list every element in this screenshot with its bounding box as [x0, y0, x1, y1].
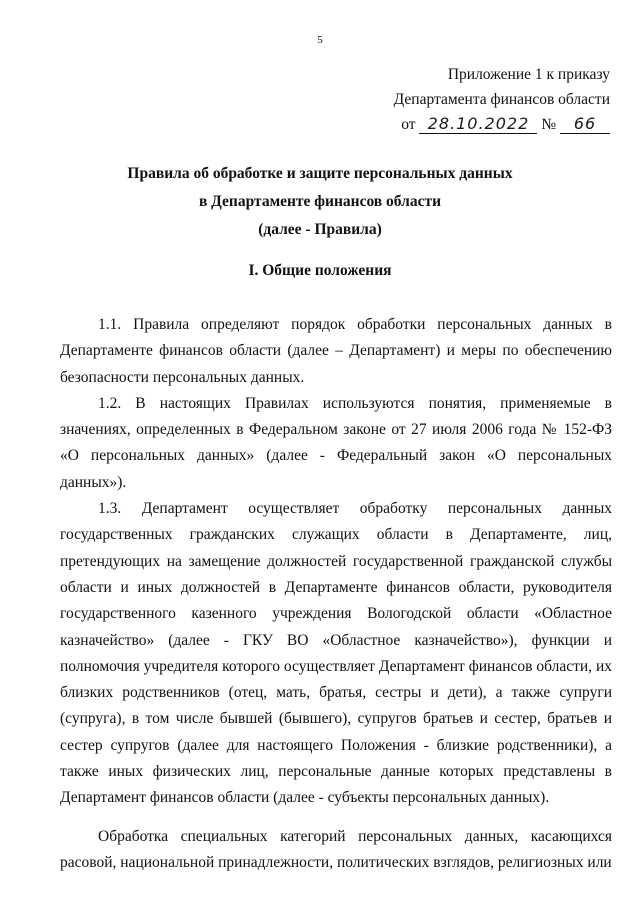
appendix-date-line — [280, 112, 610, 137]
page-number: 5 — [317, 34, 323, 46]
from-prefix: от — [401, 116, 416, 133]
document-body — [60, 312, 612, 876]
handwritten-number: 66 — [560, 115, 610, 134]
title-line-3: (далее - Правила) — [258, 221, 382, 238]
section-heading: I. Общие положения — [248, 262, 392, 279]
paragraph-1-2: 1.2. В настоящих Правилах используются понятия, применяемые в значениях, определенных в Федеральном законе от 27 июля 2006 года № 152-ФЗ «О персональных данных» (далее - Федеральный закон «О персональных данных»). — [60, 394, 612, 491]
paragraph-special-categories: Обработка специальных категорий персональных данных, касающихся расовой, национальной принадлежности, политических взглядов, религиозных или — [60, 827, 612, 871]
paragraph-1-3: 1.3. Департамент осуществляет обработку персональных данных государственных гражданских служащих области в Департаменте, лиц, претендующих на замещение должностей государственной гражданской службы области и иных должностей в Департаменте финансов области, руководителя государственного казенного учреждения Вологодской области «Областное казначейство» (далее - ГКУ ВО «Областное казначейство»), функции и полномочия учредителя которого осуществляет Департамент финансов области, их близких родственников (отец, мать, братья, сестры и дети), а также супруги (супруга), в том числе бывшей (бывшего), супругов братьев и сестер, братьев и сестер супругов (далее для настоящего Положения - близкие родственники), а также иных физических лиц, персональные данные которых представлены в Департамент финансов области (далее - субъекты персональных данных). — [60, 500, 612, 807]
appendix-line-2: Департамента финансов области — [393, 91, 610, 108]
title-line-2: в Департаменте финансов области — [198, 193, 442, 210]
appendix-line-1: Приложение 1 к приказу — [447, 66, 610, 83]
document-title — [0, 160, 640, 244]
number-sign: № — [541, 116, 557, 133]
paragraph-1-1: 1.1. Правила определяют порядок обработки персональных данных в Департаменте финансов области (далее – Департамент) и меры по обеспечению безопасности персональных данных. — [60, 316, 612, 386]
appendix-header — [280, 62, 610, 137]
title-line-1: Правила об обработке и защите персональных данных — [127, 165, 513, 182]
handwritten-date: 28.10.2022 — [419, 115, 537, 134]
